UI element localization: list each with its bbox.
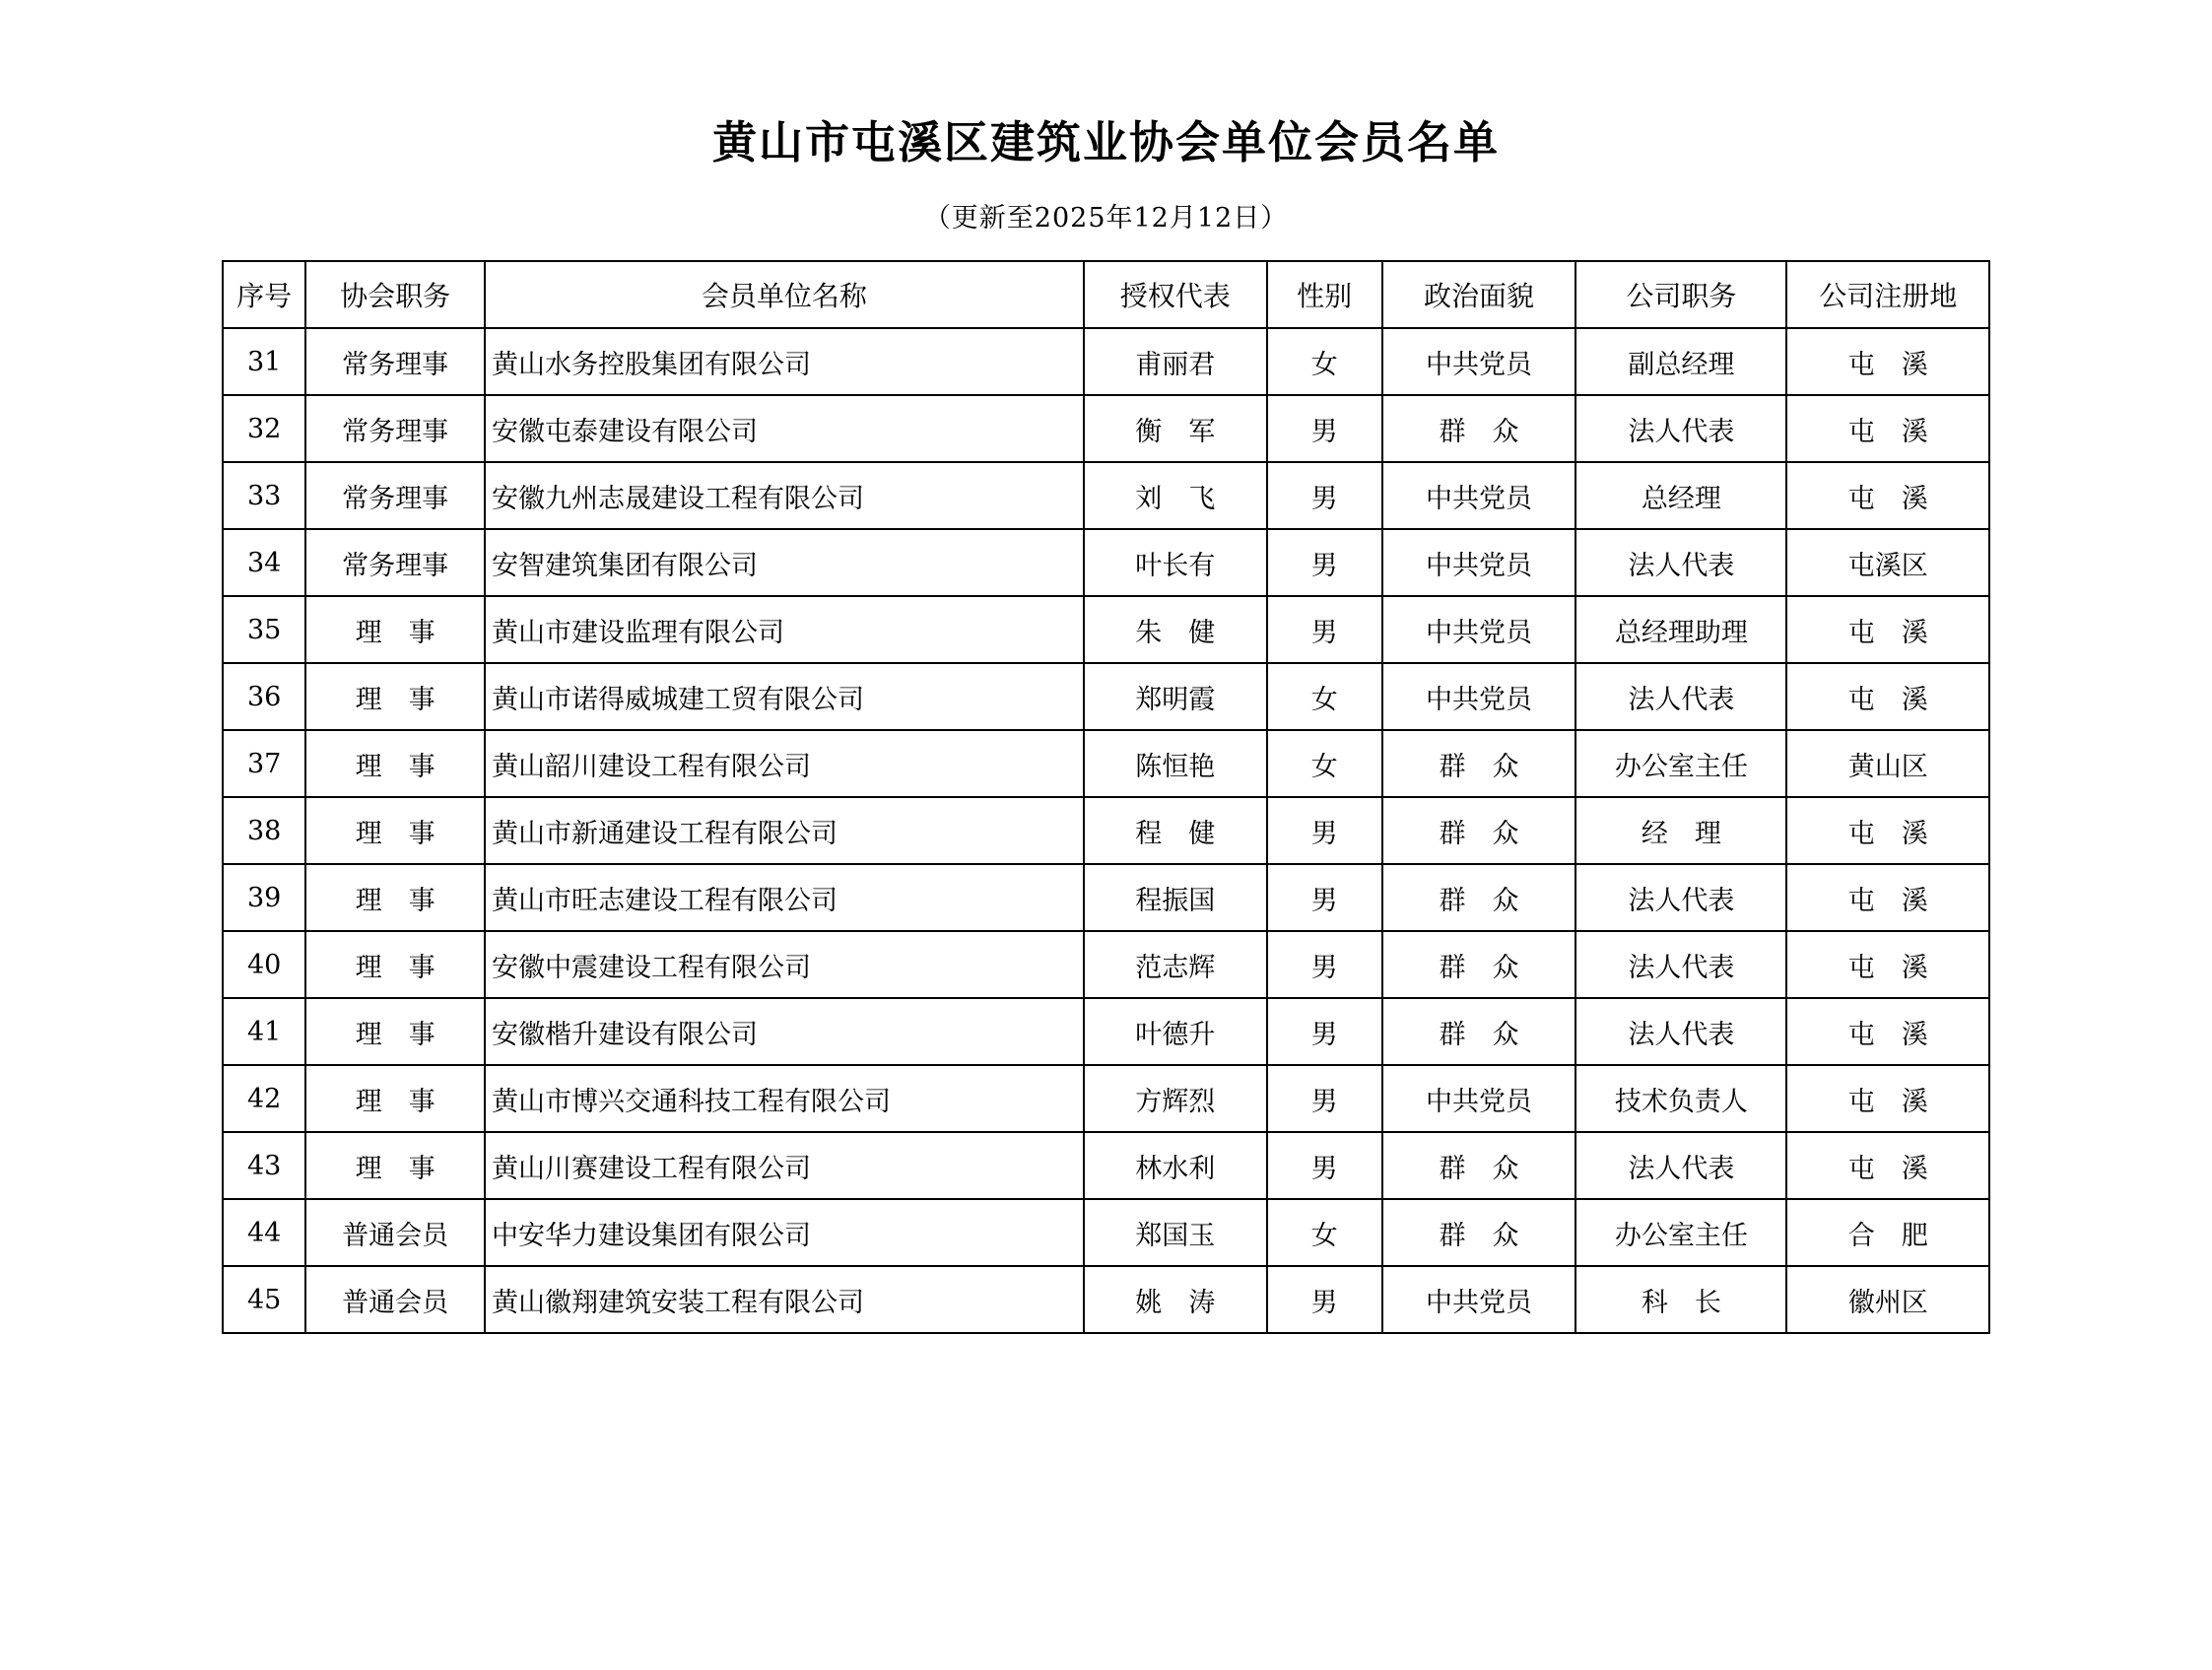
- cell-political: 中共党员: [1382, 328, 1576, 395]
- cell-company: 安徽楷升建设有限公司: [485, 998, 1084, 1065]
- cell-gender: 男: [1267, 797, 1382, 864]
- cell-seq: 34: [223, 529, 305, 596]
- cell-role: 理 事: [305, 1132, 485, 1199]
- cell-representative: 郑明霞: [1084, 663, 1267, 730]
- cell-company: 黄山市旺志建设工程有限公司: [485, 864, 1084, 931]
- cell-political: 中共党员: [1382, 663, 1576, 730]
- cell-political: 中共党员: [1382, 1065, 1576, 1132]
- cell-representative: 朱 健: [1084, 596, 1267, 663]
- cell-political: 中共党员: [1382, 1266, 1576, 1333]
- cell-registration: 屯 溪: [1786, 1065, 1989, 1132]
- member-table: [222, 260, 1990, 1334]
- cell-political: 群 众: [1382, 730, 1576, 797]
- cell-registration: 黄山区: [1786, 730, 1989, 797]
- cell-registration: 屯 溪: [1786, 864, 1989, 931]
- cell-gender: 女: [1267, 1199, 1382, 1266]
- cell-company: 安徽九州志晟建设工程有限公司: [485, 462, 1084, 529]
- cell-gender: 男: [1267, 529, 1382, 596]
- cell-position: 科 长: [1575, 1266, 1786, 1333]
- cell-company: 安徽中震建设工程有限公司: [485, 931, 1084, 998]
- member-table-container: [222, 260, 1990, 1334]
- cell-company: 黄山市建设监理有限公司: [485, 596, 1084, 663]
- cell-role: 理 事: [305, 1065, 485, 1132]
- cell-registration: 合 肥: [1786, 1199, 1989, 1266]
- cell-position: 技术负责人: [1575, 1065, 1786, 1132]
- cell-representative: 林水利: [1084, 1132, 1267, 1199]
- cell-position: 法人代表: [1575, 931, 1786, 998]
- cell-company: 安徽屯泰建设有限公司: [485, 395, 1084, 462]
- cell-seq: 38: [223, 797, 305, 864]
- cell-registration: 屯 溪: [1786, 596, 1989, 663]
- cell-position: 办公室主任: [1575, 1199, 1786, 1266]
- cell-gender: 男: [1267, 998, 1382, 1065]
- cell-registration: 屯 溪: [1786, 395, 1989, 462]
- cell-position: 法人代表: [1575, 1132, 1786, 1199]
- column-header-registration: 公司注册地: [1786, 261, 1989, 328]
- cell-role: 常务理事: [305, 462, 485, 529]
- document-page: [0, 106, 2212, 1670]
- cell-registration: 屯 溪: [1786, 998, 1989, 1065]
- cell-seq: 39: [223, 864, 305, 931]
- cell-position: 法人代表: [1575, 998, 1786, 1065]
- cell-role: 理 事: [305, 663, 485, 730]
- page-subtitle: （更新至2025年12月12日）: [923, 203, 1289, 234]
- cell-seq: 41: [223, 998, 305, 1065]
- table-row: [223, 730, 1989, 797]
- cell-registration: 屯 溪: [1786, 328, 1989, 395]
- cell-gender: 男: [1267, 1132, 1382, 1199]
- cell-role: 普通会员: [305, 1199, 485, 1266]
- cell-role: 常务理事: [305, 529, 485, 596]
- table-row: [223, 864, 1989, 931]
- cell-position: 办公室主任: [1575, 730, 1786, 797]
- cell-representative: 刘 飞: [1084, 462, 1267, 529]
- cell-representative: 程振国: [1084, 864, 1267, 931]
- table-row: [223, 1266, 1989, 1333]
- table-row: [223, 1132, 1989, 1199]
- cell-political: 群 众: [1382, 395, 1576, 462]
- cell-political: 群 众: [1382, 998, 1576, 1065]
- cell-representative: 叶长有: [1084, 529, 1267, 596]
- cell-gender: 男: [1267, 462, 1382, 529]
- cell-gender: 男: [1267, 596, 1382, 663]
- cell-seq: 37: [223, 730, 305, 797]
- cell-role: 理 事: [305, 596, 485, 663]
- cell-political: 群 众: [1382, 931, 1576, 998]
- cell-role: 理 事: [305, 730, 485, 797]
- cell-role: 常务理事: [305, 395, 485, 462]
- cell-company: 中安华力建设集团有限公司: [485, 1199, 1084, 1266]
- cell-position: 副总经理: [1575, 328, 1786, 395]
- cell-company: 黄山市博兴交通科技工程有限公司: [485, 1065, 1084, 1132]
- column-header-seq: 序号: [223, 261, 305, 328]
- cell-gender: 男: [1267, 1065, 1382, 1132]
- table-row: [223, 529, 1989, 596]
- cell-representative: 方辉烈: [1084, 1065, 1267, 1132]
- cell-company: 黄山韶川建设工程有限公司: [485, 730, 1084, 797]
- cell-registration: 屯 溪: [1786, 663, 1989, 730]
- column-header-representative: 授权代表: [1084, 261, 1267, 328]
- cell-seq: 36: [223, 663, 305, 730]
- column-header-position: 公司职务: [1575, 261, 1786, 328]
- table-row: [223, 395, 1989, 462]
- cell-seq: 43: [223, 1132, 305, 1199]
- table-row: [223, 1065, 1989, 1132]
- cell-representative: 衡 军: [1084, 395, 1267, 462]
- cell-company: 黄山市诺得威城建工贸有限公司: [485, 663, 1084, 730]
- cell-political: 中共党员: [1382, 529, 1576, 596]
- cell-seq: 35: [223, 596, 305, 663]
- cell-seq: 32: [223, 395, 305, 462]
- table-row: [223, 462, 1989, 529]
- cell-representative: 姚 涛: [1084, 1266, 1267, 1333]
- cell-position: 经 理: [1575, 797, 1786, 864]
- cell-role: 理 事: [305, 864, 485, 931]
- cell-political: 中共党员: [1382, 596, 1576, 663]
- cell-role: 常务理事: [305, 328, 485, 395]
- cell-political: 群 众: [1382, 1199, 1576, 1266]
- page-title: 黄山市屯溪区建筑业协会单位会员名单: [711, 116, 1500, 168]
- cell-seq: 45: [223, 1266, 305, 1333]
- cell-registration: 屯 溪: [1786, 797, 1989, 864]
- cell-gender: 女: [1267, 730, 1382, 797]
- column-header-company: 会员单位名称: [485, 261, 1084, 328]
- cell-company: 安智建筑集团有限公司: [485, 529, 1084, 596]
- cell-role: 理 事: [305, 998, 485, 1065]
- cell-registration: 屯 溪: [1786, 462, 1989, 529]
- table-row: [223, 931, 1989, 998]
- cell-position: 法人代表: [1575, 663, 1786, 730]
- cell-registration: 徽州区: [1786, 1266, 1989, 1333]
- column-header-role: 协会职务: [305, 261, 485, 328]
- table-header: [223, 261, 1989, 328]
- cell-representative: 郑国玉: [1084, 1199, 1267, 1266]
- cell-gender: 男: [1267, 395, 1382, 462]
- cell-seq: 33: [223, 462, 305, 529]
- cell-representative: 陈恒艳: [1084, 730, 1267, 797]
- cell-gender: 男: [1267, 931, 1382, 998]
- table-body: [223, 328, 1989, 1333]
- cell-political: 群 众: [1382, 864, 1576, 931]
- cell-political: 群 众: [1382, 797, 1576, 864]
- cell-political: 中共党员: [1382, 462, 1576, 529]
- cell-seq: 42: [223, 1065, 305, 1132]
- cell-gender: 男: [1267, 864, 1382, 931]
- cell-political: 群 众: [1382, 1132, 1576, 1199]
- column-header-political-status: 政治面貌: [1382, 261, 1576, 328]
- cell-position: 法人代表: [1575, 529, 1786, 596]
- table-row: [223, 663, 1989, 730]
- cell-role: 理 事: [305, 931, 485, 998]
- cell-position: 法人代表: [1575, 395, 1786, 462]
- cell-representative: 甫丽君: [1084, 328, 1267, 395]
- table-header-row: [223, 261, 1989, 328]
- cell-role: 普通会员: [305, 1266, 485, 1333]
- cell-registration: 屯 溪: [1786, 1132, 1989, 1199]
- cell-representative: 范志辉: [1084, 931, 1267, 998]
- cell-registration: 屯溪区: [1786, 529, 1989, 596]
- cell-company: 黄山市新通建设工程有限公司: [485, 797, 1084, 864]
- cell-seq: 44: [223, 1199, 305, 1266]
- table-row: [223, 998, 1989, 1065]
- cell-company: 黄山水务控股集团有限公司: [485, 328, 1084, 395]
- cell-role: 理 事: [305, 797, 485, 864]
- cell-position: 总经理: [1575, 462, 1786, 529]
- cell-gender: 女: [1267, 328, 1382, 395]
- cell-position: 总经理助理: [1575, 596, 1786, 663]
- cell-gender: 女: [1267, 663, 1382, 730]
- cell-seq: 31: [223, 328, 305, 395]
- cell-gender: 男: [1267, 1266, 1382, 1333]
- cell-company: 黄山川赛建设工程有限公司: [485, 1132, 1084, 1199]
- table-row: [223, 1199, 1989, 1266]
- column-header-gender: 性别: [1267, 261, 1382, 328]
- cell-representative: 叶德升: [1084, 998, 1267, 1065]
- cell-representative: 程 健: [1084, 797, 1267, 864]
- table-row: [223, 797, 1989, 864]
- cell-company: 黄山徽翔建筑安装工程有限公司: [485, 1266, 1084, 1333]
- cell-seq: 40: [223, 931, 305, 998]
- table-row: [223, 596, 1989, 663]
- cell-position: 法人代表: [1575, 864, 1786, 931]
- cell-registration: 屯 溪: [1786, 931, 1989, 998]
- table-row: [223, 328, 1989, 395]
